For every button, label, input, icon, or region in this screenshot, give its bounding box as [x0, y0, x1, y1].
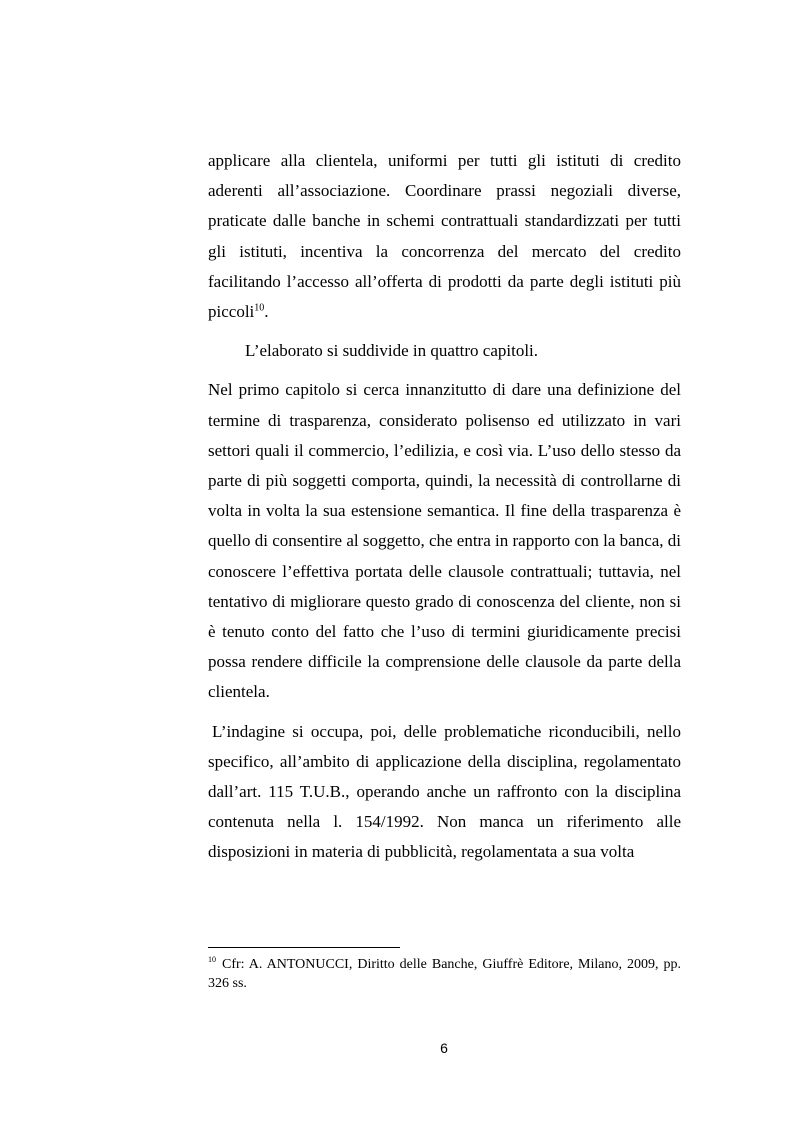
page-number: 6 [440, 1040, 448, 1056]
paragraph-1-text: applicare alla clientela, uniformi per tutti gli istituti di credito aderenti all’associazione. Coordinare prassi negoziali diverse, praticate dalle banche in schemi contrattuali standardizzati per tutti gli istituti, incentiva la concorrenza del mercato del credito facilitando l’accesso all’offerta di prodotti da parte degli istituti più piccoli [208, 151, 681, 322]
footnote-separator [208, 947, 400, 948]
footnote-text: Cfr: A. ANTONUCCI, Diritto delle Banche, Giuffrè Editore, Milano, 2009, pp. 326 ss. [208, 957, 681, 991]
paragraph-1 [208, 146, 681, 327]
body-text [208, 146, 681, 868]
footnote [208, 955, 681, 993]
paragraph-4: L’indagine si occupa, poi, delle problematiche riconducibili, nello specifico, all’ambito di applicazione della disciplina, regolamentato dall’art. 115 T.U.B., operando anche un raffronto con la disciplina contenuta nella l. 154/1992. Non manca un riferimento alle disposizioni in materia di pubblicità, regolamentata a sua volta [208, 721, 681, 862]
footnote-number: 10 [208, 955, 216, 965]
paragraph-3: Nel primo capitolo si cerca innanzitutto di dare una definizione del termine di trasparenza, considerato polisenso ed utilizzato in vari settori quali il commercio, l’edilizia, e così via. L’uso dello stesso da parte di più soggetti comporta, quindi, la necessità di controllarne di volta in volta la sua estensione semantica. Il fine della trasparenza è quello di consentire al soggetto, che entra in rapporto con la banca, di conoscere l’effettiva portata delle clausole contrattuali; tuttavia, nel tentativo di migliorare questo grado di conoscenza del cliente, non si è tenuto conto del fatto che l’uso di termini giuridicamente precisi possa rendere difficile la comprensione delle clausole da parte della clientela. [208, 380, 682, 702]
footnote-reference[interactable]: 10 [254, 302, 265, 314]
paragraph-2: L’elaborato si suddivide in quattro capitoli. [245, 341, 539, 361]
paragraph-1-tail: . [264, 302, 269, 322]
